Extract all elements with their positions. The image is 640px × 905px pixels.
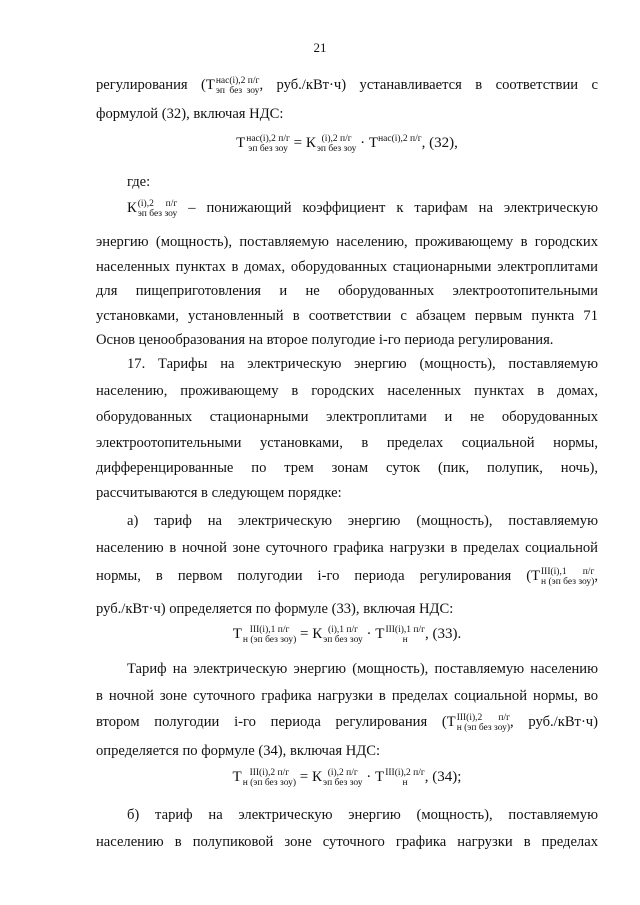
- text-span: , руб./кВт·ч) устанавливается в соответствии с: [259, 77, 598, 93]
- text-line: населению в полупиковой зоне суточного графика нагрузки в пределах: [96, 834, 598, 850]
- formula-34: Т III(i),2 п/г н (эп без зоу) = К (i),2 п/г эп без зоу · Т III(i),2 п/г н , (34);: [232, 767, 462, 788]
- text-line: формулой (32), включая НДС:: [96, 106, 284, 122]
- text-line: в ночной зоне суточного графика нагрузки в пределах социальной нормы, во: [96, 688, 598, 704]
- text-line: Тариф на электрическую энергию (мощность), поставляемую населению: [127, 661, 598, 677]
- text-line: б) тариф на электрическую энергию (мощность), поставляемую: [127, 807, 598, 823]
- text-line: К (i),2 п/г эп без зоу – понижающий коэффициент к тарифам на электрическую: [127, 198, 598, 219]
- text-line: электроотопительными установками, в пределах социальной нормы,: [96, 435, 598, 451]
- text-line: дифференцированные по трем зонам суток (пик, полупик, ночь),: [96, 460, 598, 476]
- formula-33: Т III(i),1 п/г н (эп без зоу) = К (i),1 п/г эп без зоу · Т III(i),1 п/г н , (33).: [232, 624, 462, 645]
- text-line: [96, 75, 598, 96]
- text-line: где:: [127, 174, 151, 190]
- text-line: втором полугодии i-го периода регулирования (Т III(i),2 п/г н (эп без зоу) , руб./кВт·ч): [96, 712, 598, 733]
- text-line: а) тариф на электрическую энергию (мощность), поставляемую: [127, 513, 598, 529]
- text-line: установками, установленный в соответствии с абзацем первым пункта 71: [96, 308, 598, 324]
- text-span: регулирования (Т: [96, 77, 215, 93]
- text-line: населению, проживающему в городских населенных пунктах в домах,: [96, 383, 598, 399]
- text-line: для пищеприготовления и не оборудованных электроотопительными: [96, 283, 598, 299]
- text-line: энергию (мощность), поставляемую населению, проживающему в городских: [96, 234, 598, 250]
- text-line: руб./кВт·ч) определяется по формуле (33), включая НДС:: [96, 601, 454, 617]
- page-number: 21: [313, 40, 327, 55]
- text-line: рассчитываются в следующем порядке:: [96, 485, 342, 501]
- text-line: населению в ночной зоне суточного графика нагрузки в пределах социальной: [96, 540, 598, 556]
- formula-32: Т нас(i),2 п/г эп без зоу = К (i),2 п/г эп без зоу · $Т^{нас(i),2 п/г}$, (32),: [236, 133, 458, 154]
- text-line: 17. Тарифы на электрическую энергию (мощность), поставляемую: [127, 356, 598, 372]
- text-line: определяется по формуле (34), включая НДС:: [96, 743, 381, 759]
- text-line: населенных пунктах в домах, оборудованных стационарными электроплитами: [96, 259, 598, 275]
- text-line: нормы, в первом полугодии i-го периода регулирования (Т III(i),1 п/г н (эп без зоу) ,: [96, 566, 598, 587]
- text-line: оборудованных стационарными электроплитами и не оборудованных: [96, 409, 598, 425]
- math-script: нас(i),2 п/г эп без зоу: [215, 75, 260, 96]
- text-line: Основ ценообразования на второе полугодие i-го периода регулирования.: [96, 332, 554, 348]
